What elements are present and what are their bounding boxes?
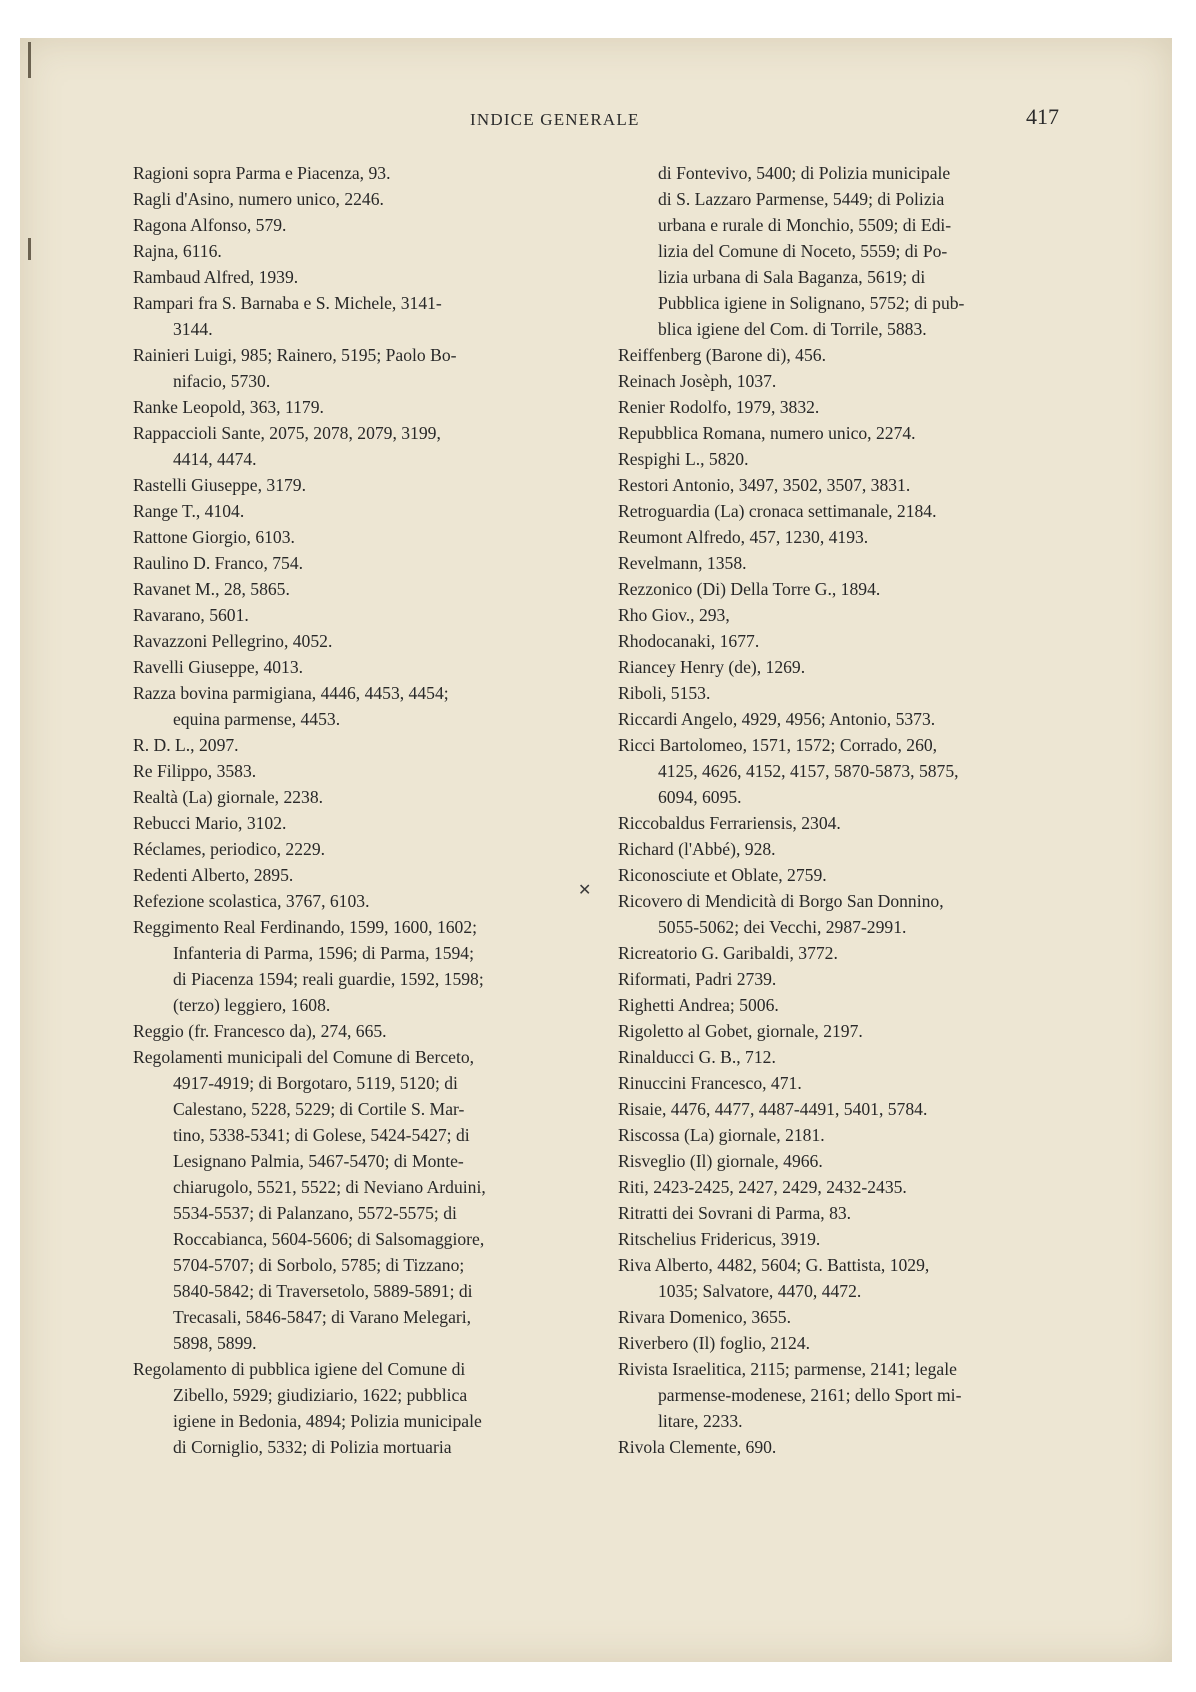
index-entry-line: Ravelli Giuseppe, 4013. <box>133 657 304 677</box>
index-entry-line: Pubblica igiene in Solignano, 5752; di pub- <box>658 293 965 313</box>
index-entry-line: Rattone Giorgio, 6103. <box>133 527 295 547</box>
index-entry-line: Riverbero (Il) foglio, 2124. <box>618 1333 811 1353</box>
index-entry-line: Respighi L., 5820. <box>618 449 749 469</box>
index-entry-line: R. D. L., 2097. <box>133 735 239 755</box>
index-entry-line: Riva Alberto, 4482, 5604; G. Battista, 1029, <box>618 1255 930 1275</box>
index-entry-line: 6094, 6095. <box>658 787 742 807</box>
index-entry-line: Razza bovina parmigiana, 4446, 4453, 4454; <box>133 683 449 703</box>
index-entry-line: Redenti Alberto, 2895. <box>133 865 294 885</box>
index-entry-line: Rappaccioli Sante, 2075, 2078, 2079, 3199, <box>133 423 441 443</box>
index-entry-line: Regolamenti municipali del Comune di Berceto, <box>133 1047 475 1067</box>
index-entry-line: Riformati, Padri 2739. <box>618 969 777 989</box>
index-entry-line: lizia del Comune di Noceto, 5559; di Po- <box>658 241 948 261</box>
index-entry-line: Rivara Domenico, 3655. <box>618 1307 791 1327</box>
index-entry-line: Ravanet M., 28, 5865. <box>133 579 290 599</box>
index-entry-line: Reinach Josèph, 1037. <box>618 371 777 391</box>
index-entry-line: Realtà (La) giornale, 2238. <box>133 787 324 807</box>
index-entry-line: Rajna, 6116. <box>133 241 222 261</box>
index-entry-line: 4917-4919; di Borgotaro, 5119, 5120; di <box>173 1073 458 1093</box>
index-entry-line: 4414, 4474. <box>173 449 257 469</box>
index-entry-line: Rezzonico (Di) Della Torre G., 1894. <box>618 579 881 599</box>
index-entry-line: Rivola Clemente, 690. <box>618 1437 777 1457</box>
index-entry-line: Roccabianca, 5604-5606; di Salsomaggiore, <box>173 1229 485 1249</box>
index-entry-line: Rigoletto al Gobet, giornale, 2197. <box>618 1021 863 1041</box>
index-entry-line: Re Filippo, 3583. <box>133 761 257 781</box>
index-entry-line: di Fontevivo, 5400; di Polizia municipale <box>658 163 951 183</box>
page-number: 417 <box>1026 104 1059 129</box>
index-entry-line: di S. Lazzaro Parmense, 5449; di Polizia <box>658 189 945 209</box>
index-entry-line: di Corniglio, 5332; di Polizia mortuaria <box>173 1437 452 1457</box>
index-entry-line: blica igiene del Com. di Torrile, 5883. <box>658 319 927 339</box>
index-entry-line: Riccobaldus Ferrariensis, 2304. <box>618 813 841 833</box>
index-entry-line: Rinalducci G. B., 712. <box>618 1047 776 1067</box>
index-entry-line: Ricci Bartolomeo, 1571, 1572; Corrado, 260, <box>618 735 938 755</box>
index-entry-line: Reggimento Real Ferdinando, 1599, 1600, 1602; <box>133 917 478 937</box>
index-entry-line: 1035; Salvatore, 4470, 4472. <box>658 1281 862 1301</box>
index-column-left <box>133 160 571 1460</box>
index-entry-line: tino, 5338-5341; di Golese, 5424-5427; di <box>173 1125 470 1145</box>
index-entry-line: Riancey Henry (de), 1269. <box>618 657 806 677</box>
index-entry-line: Righetti Andrea; 5006. <box>618 995 779 1015</box>
index-entry-line: chiarugolo, 5521, 5522; di Neviano Arduini, <box>173 1177 486 1197</box>
index-entry-line: Infanteria di Parma, 1596; di Parma, 1594; <box>173 943 474 963</box>
index-entry-line: equina parmense, 4453. <box>173 709 341 729</box>
index-entry-line: Ricovero di Mendicità di Borgo San Donnino, <box>618 891 944 911</box>
index-entry-line: Ravarano, 5601. <box>133 605 249 625</box>
index-entry-line: igiene in Bedonia, 4894; Polizia municipale <box>173 1411 482 1431</box>
index-entry-line: 4125, 4626, 4152, 4157, 5870-5873, 5875, <box>658 761 959 781</box>
binding-mark-top <box>28 42 31 78</box>
index-entry-line: Riccardi Angelo, 4929, 4956; Antonio, 5373. <box>618 709 936 729</box>
index-entry-line: 5534-5537; di Palanzano, 5572-5575; di <box>173 1203 457 1223</box>
index-entry-line: lizia urbana di Sala Baganza, 5619; di <box>658 267 926 287</box>
index-entry-line: Ritschelius Fridericus, 3919. <box>618 1229 821 1249</box>
index-entry-line: Rivista Israelitica, 2115; parmense, 2141; legale <box>618 1359 957 1379</box>
handwritten-mark: ✕ <box>578 880 592 899</box>
index-entry-line: Risaie, 4476, 4477, 4487-4491, 5401, 5784. <box>618 1099 928 1119</box>
index-entry-line: Richard (l'Abbé), 928. <box>618 839 776 859</box>
index-entry-line: Range T., 4104. <box>133 501 245 521</box>
index-entry-line: Rebucci Mario, 3102. <box>133 813 287 833</box>
index-entry-line: Rhodocanaki, 1677. <box>618 631 760 651</box>
index-entry-line: Rastelli Giuseppe, 3179. <box>133 475 306 495</box>
index-entry-line: parmense-modenese, 2161; dello Sport mi- <box>658 1385 962 1405</box>
index-entry-line: Ragioni sopra Parma e Piacenza, 93. <box>133 163 391 183</box>
index-entry-line: Rambaud Alfred, 1939. <box>133 267 299 287</box>
index-entry-line: (terzo) leggiero, 1608. <box>173 995 331 1015</box>
index-entry-line: Riboli, 5153. <box>618 683 711 703</box>
index-entry-line: 5055-5062; dei Vecchi, 2987-2991. <box>658 917 907 937</box>
index-entry-line: Reumont Alfredo, 457, 1230, 4193. <box>618 527 869 547</box>
index-entry-line: Risveglio (Il) giornale, 4966. <box>618 1151 823 1171</box>
index-entry-line: Riti, 2423-2425, 2427, 2429, 2432-2435. <box>618 1177 907 1197</box>
index-entry-line: di Piacenza 1594; reali guardie, 1592, 1598; <box>173 969 484 989</box>
index-entry-line: Trecasali, 5846-5847; di Varano Melegari, <box>173 1307 472 1327</box>
index-entry-line: 5898, 5899. <box>173 1333 257 1353</box>
index-entry-line: Rainieri Luigi, 985; Rainero, 5195; Paolo Bo- <box>133 345 457 365</box>
index-entry-line: Refezione scolastica, 3767, 6103. <box>133 891 370 911</box>
index-entry-line: Lesignano Palmia, 5467-5470; di Monte- <box>173 1151 464 1171</box>
index-entry-line: urbana e rurale di Monchio, 5509; di Edi- <box>658 215 952 235</box>
index-entry-line: Reggio (fr. Francesco da), 274, 665. <box>133 1021 387 1041</box>
index-entry-line: 3144. <box>173 319 213 339</box>
index-entry-line: Renier Rodolfo, 1979, 3832. <box>618 397 820 417</box>
index-entry-line: Regolamento di pubblica igiene del Comune di <box>133 1359 466 1379</box>
index-entry-line: Rinuccini Francesco, 471. <box>618 1073 802 1093</box>
index-entry-line: 5704-5707; di Sorbolo, 5785; di Tizzano; <box>173 1255 465 1275</box>
index-entry-line: litare, 2233. <box>658 1411 743 1431</box>
index-entry-line: Repubblica Romana, numero unico, 2274. <box>618 423 916 443</box>
index-entry-line: Ragona Alfonso, 579. <box>133 215 287 235</box>
index-column-right <box>618 160 1058 1460</box>
index-entry-line: Revelmann, 1358. <box>618 553 747 573</box>
index-entry-line: 5840-5842; di Traversetolo, 5889-5891; di <box>173 1281 473 1301</box>
index-entry-line: Raulino D. Franco, 754. <box>133 553 304 573</box>
index-entry-line: Ritratti dei Sovrani di Parma, 83. <box>618 1203 852 1223</box>
index-entry-line: Zibello, 5929; giudiziario, 1622; pubblica <box>173 1385 468 1405</box>
index-entry-line: Ravazzoni Pellegrino, 4052. <box>133 631 333 651</box>
running-head: INDICE GENERALE <box>470 110 640 129</box>
index-entry-line: Réclames, periodico, 2229. <box>133 839 326 859</box>
index-entry-line: Ragli d'Asino, numero unico, 2246. <box>133 189 384 209</box>
index-entry-line: Ranke Leopold, 363, 1179. <box>133 397 324 417</box>
index-entry-line: Riscossa (La) giornale, 2181. <box>618 1125 825 1145</box>
index-entry-line: Rho Giov., 293, <box>618 605 730 625</box>
index-entry-line: Rampari fra S. Barnaba e S. Michele, 3141- <box>133 293 442 313</box>
index-entry-line: Calestano, 5228, 5229; di Cortile S. Mar- <box>173 1099 465 1119</box>
index-entry-line: Ricreatorio G. Garibaldi, 3772. <box>618 943 838 963</box>
index-entry-line: Restori Antonio, 3497, 3502, 3507, 3831. <box>618 475 911 495</box>
index-entry-line: nifacio, 5730. <box>173 371 271 391</box>
index-entry-line: Riconosciute et Oblate, 2759. <box>618 865 827 885</box>
index-entry-line: Reiffenberg (Barone di), 456. <box>618 345 826 365</box>
index-entry-line: Retroguardia (La) cronaca settimanale, 2184. <box>618 501 937 521</box>
binding-mark-mid <box>28 238 31 260</box>
